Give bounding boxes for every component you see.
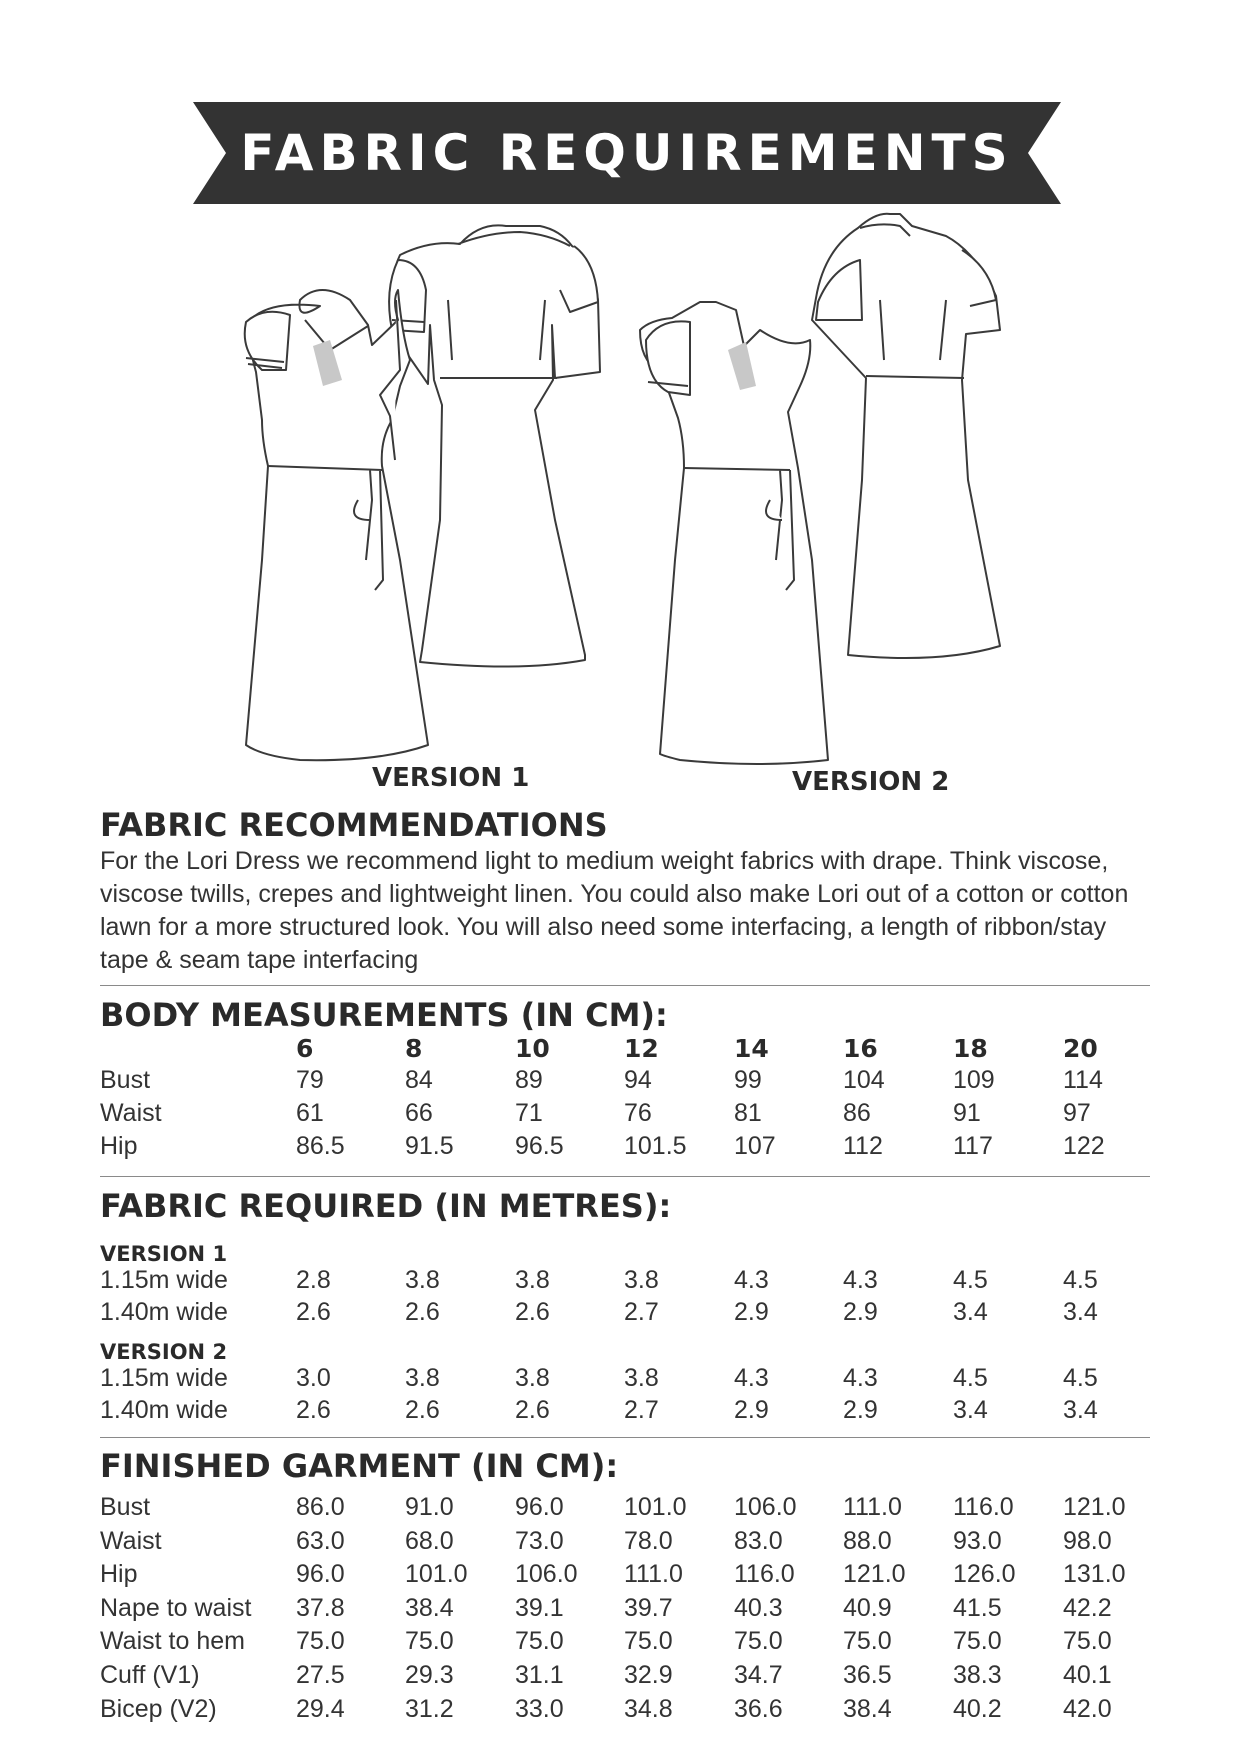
- table-cell: 96.0: [515, 1493, 564, 1521]
- table-cell: 109: [953, 1066, 995, 1094]
- size-header: 16: [843, 1034, 878, 1063]
- table-cell: 98.0: [1063, 1526, 1112, 1555]
- table-row: [100, 1266, 1160, 1298]
- garment-drawings: [0, 0, 1254, 800]
- table-cell: 68.0: [405, 1526, 454, 1555]
- table-cell: 101.5: [624, 1132, 687, 1160]
- table-cell: 101.0: [405, 1560, 468, 1589]
- row-label: Bicep (V2): [100, 1694, 217, 1723]
- table-cell: 91: [953, 1099, 981, 1127]
- table-cell: 126.0: [953, 1560, 1016, 1589]
- table-cell: 104: [843, 1066, 885, 1094]
- version1-label: VERSION 1: [372, 763, 530, 793]
- table-cell: 111.0: [624, 1560, 683, 1589]
- table-cell: 114: [1063, 1066, 1103, 1094]
- table-row: [100, 1627, 1160, 1659]
- table-cell: 2.6: [405, 1396, 440, 1424]
- table-cell: 75.0: [624, 1627, 673, 1656]
- table-cell: 76: [624, 1099, 652, 1127]
- table-row: [100, 1695, 1160, 1727]
- table-cell: 29.4: [296, 1694, 345, 1723]
- table-cell: 121.0: [843, 1560, 906, 1589]
- table-cell: 78.0: [624, 1526, 673, 1555]
- version1-front-drawing: [245, 290, 428, 760]
- table-cell: 2.8: [296, 1266, 331, 1294]
- table-cell: 29.3: [405, 1661, 454, 1689]
- table-cell: 86.0: [296, 1493, 345, 1521]
- table-row: [100, 1099, 1160, 1131]
- size-header-row: [100, 1034, 1160, 1066]
- table-cell: 117: [953, 1132, 993, 1160]
- table-row: [100, 1132, 1160, 1164]
- table-cell: 2.7: [624, 1298, 659, 1326]
- size-header: 18: [953, 1034, 988, 1063]
- table-row: [100, 1560, 1160, 1592]
- row-label: Waist: [100, 1526, 162, 1555]
- table-cell: 3.4: [1063, 1298, 1098, 1326]
- table-cell: 94: [624, 1066, 652, 1094]
- table-cell: 3.0: [296, 1364, 331, 1392]
- table-cell: 41.5: [953, 1593, 1002, 1622]
- table-cell: 97: [1063, 1099, 1091, 1127]
- row-label: Hip: [100, 1132, 138, 1160]
- table-cell: 89: [515, 1066, 543, 1094]
- version2-front-drawing: [640, 302, 828, 764]
- body-measurements-heading: BODY MEASUREMENTS (IN CM):: [100, 996, 668, 1034]
- table-cell: 27.5: [296, 1661, 345, 1689]
- table-cell: 2.7: [624, 1396, 659, 1424]
- table-row: [100, 1298, 1160, 1330]
- version1-subheading: VERSION 1: [100, 1242, 228, 1266]
- table-cell: 40.3: [734, 1593, 783, 1622]
- table-cell: 88.0: [843, 1526, 892, 1555]
- table-row: [100, 1364, 1160, 1396]
- table-cell: 96.5: [515, 1132, 564, 1160]
- table-cell: 86.5: [296, 1132, 345, 1160]
- table-row: [100, 1661, 1160, 1693]
- table-cell: 2.9: [734, 1396, 769, 1424]
- table-cell: 4.3: [843, 1266, 878, 1294]
- table-row: [100, 1493, 1160, 1525]
- table-cell: 101.0: [624, 1493, 687, 1521]
- table-cell: 2.9: [843, 1396, 878, 1424]
- table-cell: 61: [296, 1099, 324, 1127]
- recommendations-heading: FABRIC RECOMMENDATIONS: [100, 806, 608, 844]
- table-cell: 91.0: [405, 1493, 454, 1521]
- table-cell: 106.0: [515, 1560, 578, 1589]
- table-cell: 122: [1063, 1132, 1105, 1160]
- table-cell: 32.9: [624, 1661, 673, 1689]
- table-cell: 99: [734, 1066, 762, 1094]
- table-cell: 40.2: [953, 1694, 1002, 1723]
- table-cell: 81: [734, 1099, 762, 1127]
- row-label: 1.40m wide: [100, 1396, 228, 1424]
- table-cell: 4.5: [1063, 1364, 1098, 1392]
- table-cell: 116.0: [734, 1560, 795, 1589]
- table-row: [100, 1066, 1160, 1098]
- table-cell: 34.8: [624, 1694, 673, 1723]
- table-cell: 75.0: [405, 1627, 454, 1656]
- fabric-required-heading: FABRIC REQUIRED (IN METRES):: [100, 1187, 672, 1225]
- table-cell: 36.6: [734, 1694, 783, 1723]
- row-label: Hip: [100, 1560, 138, 1589]
- table-cell: 39.7: [624, 1593, 673, 1622]
- table-cell: 75.0: [515, 1627, 564, 1656]
- row-label: Cuff (V1): [100, 1661, 200, 1689]
- table-cell: 2.6: [296, 1396, 331, 1424]
- table-cell: 31.2: [405, 1694, 454, 1723]
- table-cell: 84: [405, 1066, 433, 1094]
- size-header: 10: [515, 1034, 550, 1063]
- table-cell: 75.0: [953, 1627, 1002, 1656]
- table-cell: 106.0: [734, 1493, 797, 1521]
- table-cell: 3.8: [515, 1266, 550, 1294]
- table-cell: 3.8: [624, 1364, 659, 1392]
- table-cell: 33.0: [515, 1694, 564, 1723]
- table-cell: 3.8: [515, 1364, 550, 1392]
- table-cell: 2.9: [734, 1298, 769, 1326]
- table-cell: 75.0: [843, 1627, 892, 1656]
- table-cell: 112: [843, 1132, 883, 1160]
- page-title: FABRIC REQUIREMENTS: [240, 124, 1014, 182]
- table-cell: 2.6: [515, 1298, 550, 1326]
- table-cell: 42.2: [1063, 1593, 1112, 1622]
- divider: [100, 1176, 1150, 1177]
- table-cell: 4.5: [953, 1266, 988, 1294]
- table-cell: 36.5: [843, 1661, 892, 1689]
- table-cell: 3.4: [953, 1298, 988, 1326]
- table-cell: 121.0: [1063, 1493, 1126, 1521]
- size-header: 14: [734, 1034, 769, 1063]
- size-header: 8: [405, 1034, 423, 1063]
- table-cell: 4.3: [734, 1266, 769, 1294]
- table-cell: 3.4: [1063, 1396, 1098, 1424]
- row-label: Bust: [100, 1493, 151, 1521]
- table-cell: 4.3: [843, 1364, 878, 1392]
- size-header: 12: [624, 1034, 659, 1063]
- size-header: 20: [1063, 1034, 1098, 1063]
- table-cell: 63.0: [296, 1526, 345, 1555]
- row-label: 1.15m wide: [100, 1266, 228, 1294]
- table-cell: 38.3: [953, 1661, 1002, 1689]
- table-cell: 42.0: [1063, 1694, 1112, 1723]
- version1-back-drawing: [389, 225, 600, 666]
- table-cell: 3.8: [624, 1266, 659, 1294]
- table-cell: 38.4: [405, 1593, 454, 1622]
- table-row: [100, 1594, 1160, 1626]
- table-cell: 39.1: [515, 1593, 564, 1622]
- table-cell: 116.0: [953, 1493, 1014, 1521]
- table-cell: 96.0: [296, 1560, 345, 1589]
- table-cell: 37.8: [296, 1593, 345, 1622]
- version2-label: VERSION 2: [792, 767, 950, 797]
- divider: [100, 985, 1150, 986]
- table-cell: 2.6: [405, 1298, 440, 1326]
- row-label: 1.40m wide: [100, 1298, 228, 1326]
- table-cell: 91.5: [405, 1132, 454, 1160]
- table-cell: 93.0: [953, 1526, 1002, 1555]
- table-cell: 34.7: [734, 1661, 783, 1689]
- size-header: 6: [296, 1034, 314, 1063]
- version2-subheading: VERSION 2: [100, 1340, 228, 1364]
- table-cell: 2.6: [296, 1298, 331, 1326]
- table-cell: 38.4: [843, 1694, 892, 1723]
- row-label: Nape to waist: [100, 1593, 252, 1622]
- table-cell: 83.0: [734, 1526, 783, 1555]
- table-cell: 4.5: [953, 1364, 988, 1392]
- row-label: Waist to hem: [100, 1627, 245, 1656]
- finished-garment-heading: FINISHED GARMENT (IN CM):: [100, 1447, 619, 1485]
- table-cell: 73.0: [515, 1526, 564, 1555]
- table-cell: 75.0: [734, 1627, 783, 1656]
- table-cell: 75.0: [1063, 1627, 1112, 1656]
- table-cell: 75.0: [296, 1627, 345, 1656]
- table-cell: 107: [734, 1132, 776, 1160]
- recommendations-text: For the Lori Dress we recommend light to medium weight fabrics with drape. Think viscose, viscose twills, crepes and lightweight linen. You could also make Lori out of a cotton or cotton lawn for a more structured look. You will also need some interfacing, a length of ribbon/stay tape & seam tape interfacing: [100, 847, 1129, 974]
- table-row: [100, 1527, 1160, 1559]
- version2-back-drawing: [812, 214, 1000, 658]
- row-label: Bust: [100, 1066, 151, 1094]
- table-cell: 3.4: [953, 1396, 988, 1424]
- table-cell: 40.1: [1063, 1661, 1112, 1689]
- table-cell: 3.8: [405, 1364, 440, 1392]
- table-cell: 79: [296, 1066, 324, 1094]
- table-cell: 111.0: [843, 1493, 902, 1521]
- table-cell: 40.9: [843, 1593, 892, 1622]
- table-cell: 66: [405, 1099, 433, 1127]
- table-cell: 4.3: [734, 1364, 769, 1392]
- table-cell: 2.9: [843, 1298, 878, 1326]
- table-cell: 131.0: [1063, 1560, 1126, 1589]
- divider: [100, 1437, 1150, 1438]
- table-cell: 71: [515, 1099, 543, 1127]
- table-row: [100, 1396, 1160, 1428]
- table-cell: 2.6: [515, 1396, 550, 1424]
- row-label: Waist: [100, 1099, 162, 1127]
- table-cell: 31.1: [515, 1661, 564, 1689]
- table-cell: 86: [843, 1099, 871, 1127]
- table-cell: 4.5: [1063, 1266, 1098, 1294]
- row-label: 1.15m wide: [100, 1364, 228, 1392]
- table-cell: 3.8: [405, 1266, 440, 1294]
